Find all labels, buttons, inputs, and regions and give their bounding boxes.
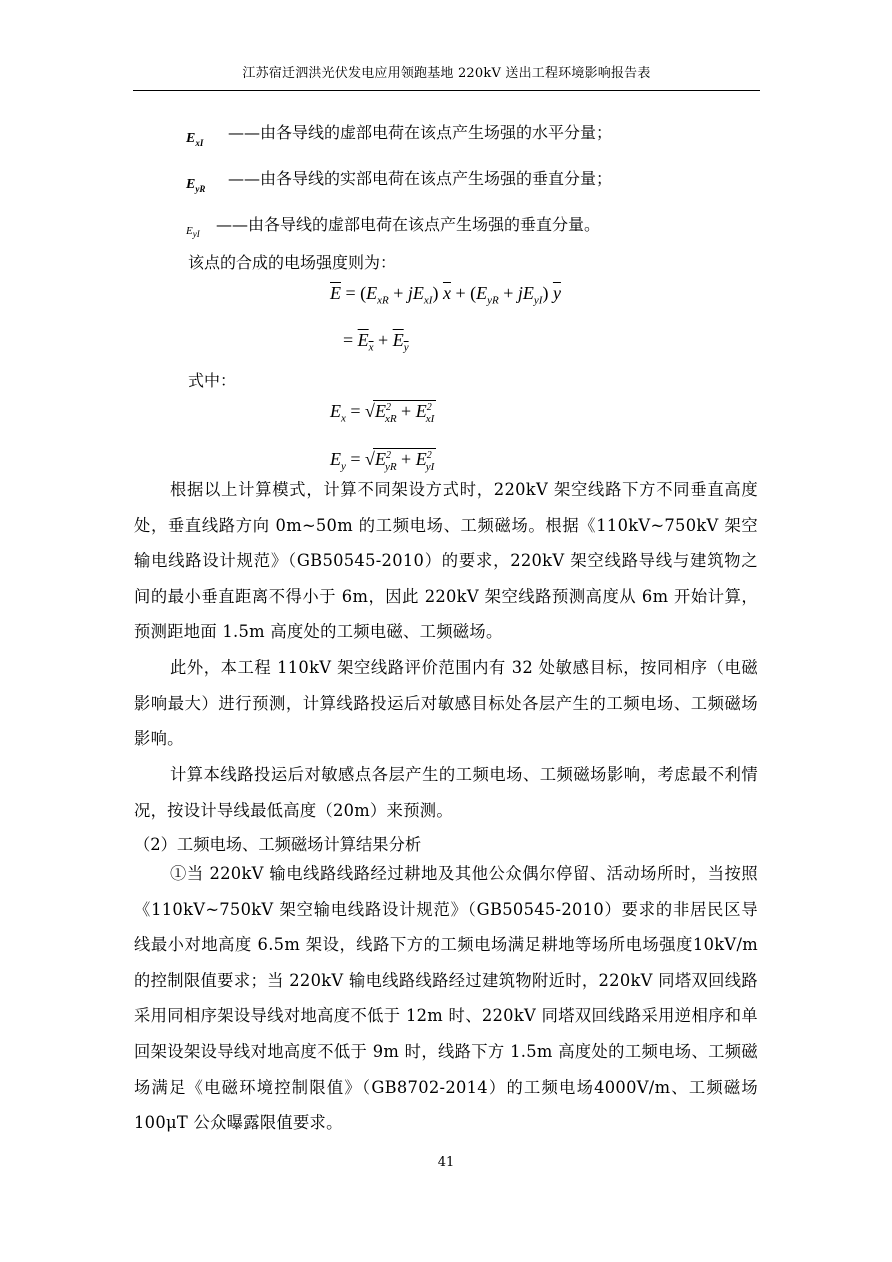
definition-eyi: $E_{yI}——$由各导线的虚部电荷在该点产生场强的垂直分量。 — [186, 215, 601, 240]
paragraph-worst-case: 计算本线路投运后对敏感点各层产生的工频电场、工频磁场影响，考虑最不利情况，按设计导线最低高度（20m）来预测。 — [134, 765, 758, 820]
header-rule — [133, 90, 760, 91]
paragraph-sensitive-targets: 此外，本工程 110kV 架空线路评价范围内有 32 处敏感目标，按同相序（电磁影响最大）进行预测，计算线路投运后对敏感目标处各层产生的工频电场、工频磁场影响。 — [134, 658, 758, 749]
equation-ex: $E_x = √E^2_{xR} + E^2_{xI}$ — [330, 401, 435, 425]
definition-eyr: $E_{yR}——$由各导线的实部电荷在该点产生场强的垂直分量； — [186, 169, 613, 194]
definition-exi: $E_{xI}——$由各导线的虚部电荷在该点产生场强的水平分量； — [186, 123, 613, 148]
equation-ey: $E_y = √E^2_{yR} + E^2_{yI}$ — [330, 449, 435, 473]
symbol-eyr: $E_{yR}$ — [186, 177, 206, 194]
section-heading: （2）工频电场、工频磁场计算结果分析 — [134, 835, 422, 854]
symbol-eyi: $E_{yI}$ — [186, 225, 200, 240]
definition-text: 由各导线的虚部电荷在该点产生场强的垂直分量。 — [248, 215, 601, 234]
equation-e-components: = $E_x + E_y$ — [343, 330, 409, 354]
symbol-exi: $E_{xI}$ — [186, 131, 204, 148]
running-header: 江苏宿迁泗洪光伏发电应用领跑基地 220kV 送出工程环境影响报告表 — [242, 66, 651, 81]
page-number: 41 — [437, 1155, 455, 1170]
where-label: 式中： — [188, 371, 237, 390]
definition-text: 由各导线的虚部电荷在该点产生场强的水平分量； — [260, 123, 613, 142]
definition-text: 由各导线的实部电荷在该点产生场强的垂直分量； — [260, 169, 613, 188]
intro-line: 该点的合成的电场强度则为： — [188, 253, 397, 272]
paragraph-calculation-mode: 根据以上计算模式，计算不同架设方式时，220kV 架空线路下方不同垂直高度处，垂直线路方向 0m~50m 的工频电场、工频磁场。根据《110kV~750kV 架空输电线路设计规范》（GB50545-2010）的要求，220kV 架空线路导线与建筑物之间的最小垂直距离不得小于 6m，因此 220kV 架空线路预测高度从 6m 开始计算，预测距地面 1.5m 高度处的工频电磁、工频磁场。 — [134, 480, 758, 642]
equation-e-sum: $\overline{E} = (E_{xR} + jE_{xI}) \overline{x} + (E_{yR} + jE_{yI})$ $\overline{y}$ — [330, 283, 561, 307]
paragraph-results: ①当 220kV 输电线路线路经过耕地及其他公众偶尔停留、活动场所时，当按照《110kV~750kV 架空输电线路设计规范》（GB50545-2010）要求的非居民区导线最小对地高度 6.5m 架设，线路下方的工频电场满足耕地等场所电场强度10kV/m 的控制限值要求；当 220kV 输电线路线路经过建筑物附近时，220kV 同塔双回线路采用同相序架设导线对地高度不低于 12m 时、220kV 同塔双回线路采用逆相序和单回架设架设导线对地高度不低于 9m 时，线路下方 1.5m 高度处的工频电场、工频磁场满足《电磁环境控制限值》（GB8702-2014）的工频电场4000V/m、工频磁场 100μT 公众曝露限值要求。 — [134, 864, 758, 1133]
